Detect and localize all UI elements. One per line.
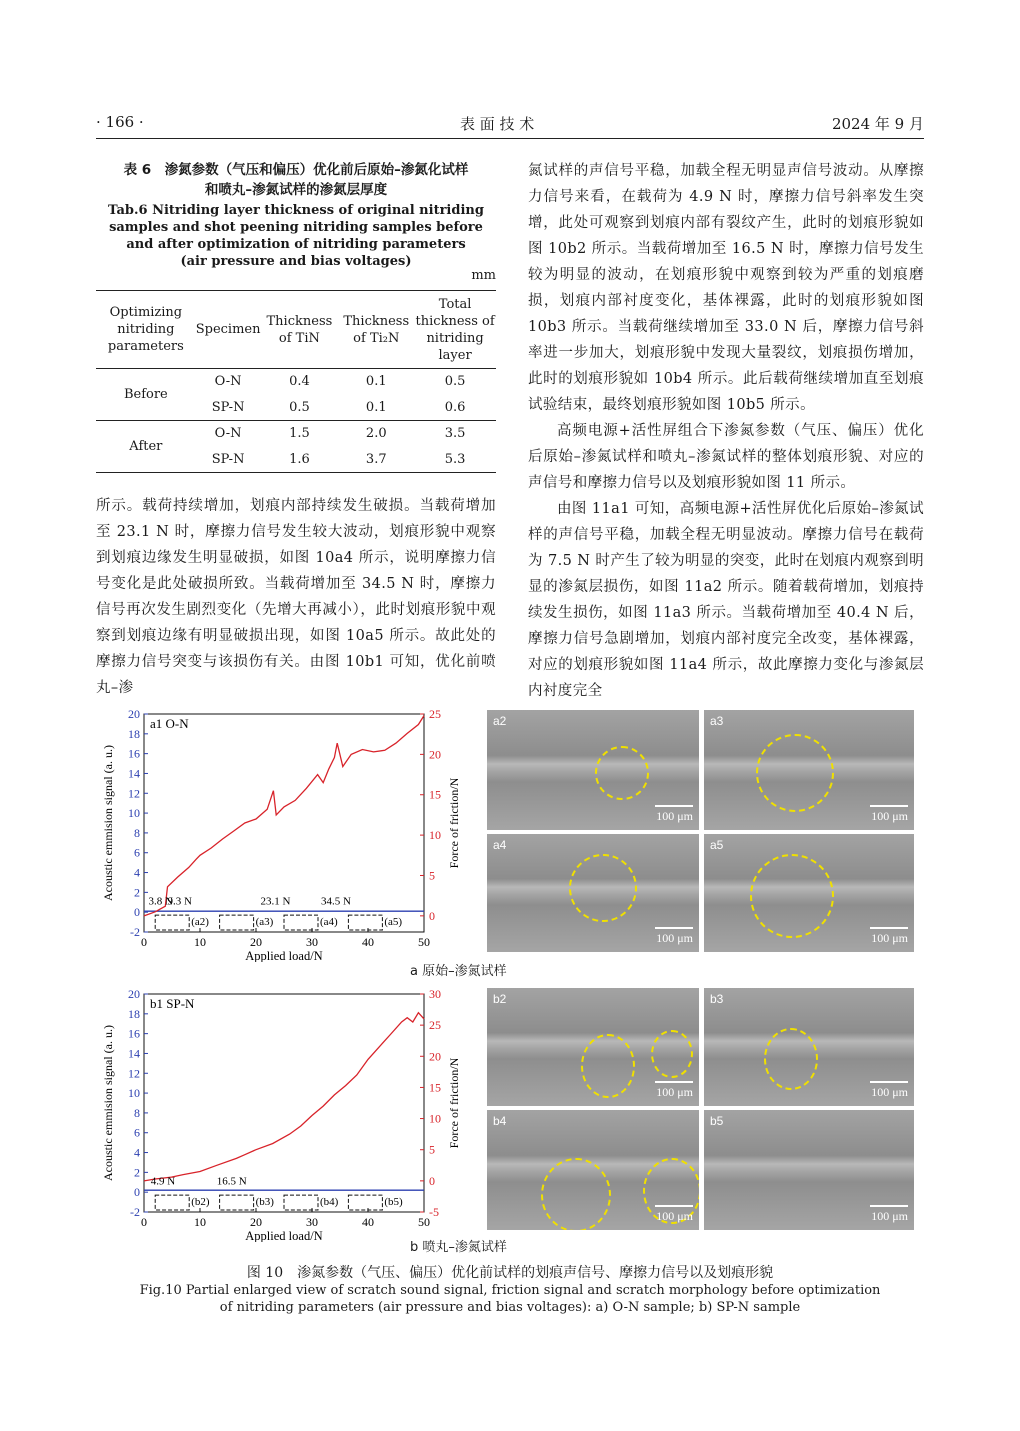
figure-caption-cn: 图 10 渗氮参数（气压、偏压）优化前试样的划痕声信号、摩擦力信号以及划痕形貌 <box>246 1265 774 1281</box>
x-tick-label: 50 <box>418 1215 430 1229</box>
y2-axis-label: Force of friction/N <box>447 777 461 869</box>
y2-tick-label: 20 <box>429 747 441 762</box>
strip-box <box>348 1195 382 1210</box>
x-axis-label: Applied load/N <box>245 1229 323 1242</box>
table-cell: 0.1 <box>365 399 387 415</box>
scale-bar: 100 μm <box>655 805 693 824</box>
panel-label: b3 <box>710 992 724 1006</box>
y-tick-label: 2 <box>134 885 140 900</box>
y2-tick-label: 5 <box>429 1142 435 1157</box>
table-caption-en-4: (air pressure and bias voltages) <box>180 254 412 269</box>
y-axis-label: Acoustic emmision signal (a. u.) <box>101 1025 115 1181</box>
page-number: · 166 · <box>96 113 144 131</box>
x-tick-label: 30 <box>306 935 318 949</box>
y2-tick-label: 10 <box>429 1111 441 1126</box>
y-tick-label: 10 <box>128 1086 140 1101</box>
strip-box <box>220 915 254 930</box>
strip-box <box>284 915 318 930</box>
sem-image-a2 <box>487 710 699 830</box>
table-row <box>96 369 496 395</box>
y-tick-label: -2 <box>130 925 140 939</box>
y-tick-label: 20 <box>128 707 140 721</box>
y2-tick-label: 15 <box>429 1080 441 1095</box>
issue-date: 2024 年 9 月 <box>831 115 924 133</box>
damage-circle <box>764 1028 818 1090</box>
table-cell: SP-N <box>211 399 245 415</box>
strip-label: (b2) <box>191 1196 210 1209</box>
strip-label: (a3) <box>255 916 274 929</box>
y-tick-label: 4 <box>134 865 140 880</box>
scale-bar: 100 μm <box>655 1205 693 1224</box>
load-annotation: 16.5 N <box>216 1175 247 1188</box>
right-column-text <box>528 158 924 704</box>
table-caption-en-2: samples and shot peening nitriding samples before <box>109 220 483 235</box>
load-annotation: 9.3 N <box>167 895 192 908</box>
y2-tick-label: 20 <box>429 1049 441 1064</box>
y-tick-label: 20 <box>128 987 140 1001</box>
scale-bar: 100 μm <box>870 927 908 946</box>
table-cell: 1.5 <box>289 426 310 442</box>
x-tick-label: 10 <box>194 935 206 949</box>
table-cell: 5.3 <box>444 451 466 467</box>
load-annotation: 34.5 N <box>320 895 351 908</box>
table-cell: 3.5 <box>444 426 466 442</box>
panel-label: a1 O-N <box>150 716 189 731</box>
col-header-tin: Thickness of TiN <box>266 313 333 346</box>
strip-box <box>155 915 189 930</box>
sem-image-b2 <box>487 988 699 1106</box>
y-tick-label: 10 <box>128 806 140 821</box>
table-cell: 2.0 <box>365 426 387 442</box>
y-tick-label: 18 <box>128 1006 140 1021</box>
strip-label: (a4) <box>320 916 338 929</box>
table-cell: O-N <box>214 426 242 442</box>
y-tick-label: 8 <box>134 825 140 840</box>
sem-image-a3 <box>704 710 914 830</box>
paragraph: 高频电源+活性屏组合下渗氮参数（气压、偏压）优化后原始–渗氮试样和喷丸–渗氮试样的整体划痕形貌、对应的声信号和摩擦力信号以及划痕形貌如图 11 所示。 <box>528 423 924 491</box>
y2-tick-label: 25 <box>429 1018 441 1033</box>
y-tick-label: 14 <box>128 766 140 781</box>
strip-label: (b4) <box>320 1196 339 1209</box>
friction-force-line <box>144 1013 424 1181</box>
y-tick-label: 2 <box>134 1165 140 1180</box>
table-cell: 0.1 <box>365 374 387 390</box>
table-6 <box>96 290 496 473</box>
x-tick-label: 30 <box>306 1215 318 1229</box>
sem-image-a5 <box>704 834 914 952</box>
journal-title: 表 面 技 术 <box>460 115 535 133</box>
y-tick-label: 0 <box>134 1185 140 1200</box>
panel-label: b2 <box>493 992 507 1006</box>
scale-bar: 100 μm <box>870 1081 908 1100</box>
plot-frame <box>144 994 424 1212</box>
strip-label: (a2) <box>191 916 209 929</box>
chart-a1 <box>96 700 486 962</box>
scale-bar: 100 μm <box>655 1081 693 1100</box>
table-caption-en-3: and after optimization of nitriding parameters <box>126 237 466 252</box>
y-tick-label: 14 <box>128 1046 140 1061</box>
x-axis-label: Applied load/N <box>245 949 323 962</box>
table-caption-cn-1: 表 6 渗氮参数（气压和偏压）优化前后原始–渗氮化试样 <box>123 162 469 178</box>
chart-b1 <box>96 980 486 1242</box>
load-annotation: 23.1 N <box>260 895 291 908</box>
strip-box <box>348 915 382 930</box>
load-annotation: 4.9 N <box>150 1175 176 1188</box>
panel-label: b4 <box>493 1114 507 1128</box>
friction-force-line <box>144 716 424 916</box>
damage-circle <box>569 854 637 922</box>
table-cell: 1.6 <box>289 451 310 467</box>
strip-label: (b5) <box>384 1196 403 1209</box>
subfigure-label-a: a 原始–渗氮试样 <box>410 964 507 979</box>
x-tick-label: 20 <box>250 1215 262 1229</box>
y2-tick-label: 25 <box>429 707 441 721</box>
y-tick-label: 4 <box>134 1145 140 1160</box>
figure-caption-en-1: Fig.10 Partial enlarged view of scratch sound signal, friction signal and scratch morphology before optimization <box>139 1283 881 1298</box>
y2-tick-label: 5 <box>429 868 435 883</box>
y2-tick-label: 0 <box>429 1173 435 1188</box>
scale-bar: 100 μm <box>870 1205 908 1224</box>
paragraph: 所示。载荷持续增加，划痕内部持续发生破损。当载荷增加至 23.1 N 时，摩擦力信号发生较大波动，划痕形貌中观察到划痕边缘发生明显破损，如图 10a4 所示，说明摩擦力信号变化是此处破损所致。当载荷增加至 34.5 N 时，摩擦力信号再次发生剧烈变化（先增大再减小），此时划痕形貌中观察到划痕边缘有明显破损出现，如图 10a5 所示。故此处的摩擦力信号突变与该损伤有关。由图 10b1 可知，优化前喷丸–渗 <box>96 498 496 696</box>
damage-circle <box>595 746 649 800</box>
y-tick-label: 0 <box>134 905 140 920</box>
y-tick-label: 16 <box>128 746 140 761</box>
y-tick-label: -2 <box>130 1205 140 1219</box>
damage-circle <box>581 1034 635 1098</box>
col-header-ti2n: Thickness of Ti₂N <box>343 313 410 346</box>
panel-label: b1 SP-N <box>150 996 195 1011</box>
y-tick-label: 6 <box>134 1125 140 1140</box>
y-tick-label: 8 <box>134 1105 140 1120</box>
strip-box <box>284 1195 318 1210</box>
panel-label: a5 <box>710 838 724 852</box>
table-cell: O-N <box>214 374 242 390</box>
col-header-params: Optimizing nitriding parameters <box>107 305 184 354</box>
table-caption-en-1: Tab.6 Nitriding layer thickness of original nitriding <box>108 203 484 218</box>
y-tick-label: 6 <box>134 845 140 860</box>
group-label: After <box>129 439 163 454</box>
x-tick-label: 40 <box>362 935 374 949</box>
x-tick-label: 40 <box>362 1215 374 1229</box>
scale-bar: 100 μm <box>870 805 908 824</box>
table-cell: 0.6 <box>444 399 466 415</box>
group-label: Before <box>123 387 168 402</box>
y2-tick-label: -5 <box>429 1205 439 1219</box>
table-cell: 0.5 <box>444 374 466 390</box>
y2-tick-label: 15 <box>429 787 441 802</box>
table-cell: 3.7 <box>365 451 387 467</box>
figure-caption-en-2: of nitriding parameters (air pressure and bias voltages): a) O-N sample; b) SP-N sample <box>219 1300 801 1315</box>
col-header-total: Total thickness of nitriding layer <box>415 296 495 363</box>
y-axis-label: Acoustic emmision signal (a. u.) <box>101 745 115 901</box>
table-cell: 0.5 <box>289 399 310 415</box>
sem-image-a4 <box>487 834 699 952</box>
panel-label: a2 <box>493 714 507 728</box>
strip-box <box>220 1195 254 1210</box>
table-unit: mm <box>471 268 496 283</box>
col-header-specimen: Specimen <box>195 322 261 337</box>
subfigure-label-b: b 喷丸–渗氮试样 <box>410 1240 507 1255</box>
left-column-text <box>96 493 496 701</box>
damage-circle <box>756 734 834 812</box>
header-rule <box>96 138 924 139</box>
table-cell: 0.4 <box>289 374 310 390</box>
scale-bar: 100 μm <box>655 927 693 946</box>
y-tick-label: 16 <box>128 1026 140 1041</box>
x-tick-label: 0 <box>141 935 147 949</box>
strip-box <box>155 1195 189 1210</box>
panel-label: b5 <box>710 1114 724 1128</box>
y-tick-label: 18 <box>128 726 140 741</box>
strip-label: (a5) <box>384 916 403 929</box>
panel-label: a4 <box>493 838 507 852</box>
sem-image-b5 <box>704 1110 914 1230</box>
damage-circle <box>651 1030 693 1078</box>
sem-image-b3 <box>704 988 914 1106</box>
table-cell: SP-N <box>211 451 245 467</box>
y-tick-label: 12 <box>128 1066 140 1081</box>
x-tick-label: 20 <box>250 935 262 949</box>
paragraph: 由图 11a1 可知，高频电源+活性屏优化后原始–渗氮试样的声信号平稳，加载全程无明显波动。摩擦力信号在载荷为 7.5 N 时产生了较为明显的突变，此时在划痕内观察到明显的渗氮层损伤，如图 11a2 所示。随着载荷增加，划痕持续发生损伤，如图 11a3 所示。当载荷增加至 40.4 N 后，摩擦力信号急剧增加，划痕内部衬度完全改变，基体裸露，对应的划痕形貌如图 11a4 所示，故此摩擦力变化与渗氮层内衬度完全 <box>528 501 924 699</box>
paragraph: 氮试样的声信号平稳，加载全程无明显声信号波动。从摩擦力信号来看，在载荷为 4.9 N 时，摩擦力信号斜率发生突增，此处可观察到划痕内部有裂纹产生，此时的划痕形貌如图 10b2 所示。当载荷增加至 16.5 N 时，摩擦力信号发生较为明显的波动，在划痕形貌中观察到较为严重的划痕磨损，划痕内部衬度变化，基体裸露，此时的划痕形貌如图 10b3 所示。当载荷继续增加至 33.0 N 后，摩擦力信号斜率进一步加大，划痕形貌中发现大量裂纹，划痕损伤增加，此时的划痕形貌如 10b4 所示。此后载荷继续增加直至划痕试验结束，最终划痕形貌如图 10b5 所示。 <box>528 163 924 413</box>
load-annotation: 3.8 N <box>148 895 173 908</box>
damage-circle <box>541 1158 611 1230</box>
panel-label: a3 <box>710 714 724 728</box>
y2-tick-label: 0 <box>429 908 435 923</box>
damage-circle <box>750 854 834 938</box>
x-tick-label: 0 <box>141 1215 147 1229</box>
y-tick-label: 12 <box>128 786 140 801</box>
table-row <box>96 421 496 447</box>
x-tick-label: 50 <box>418 935 430 949</box>
x-tick-label: 10 <box>194 1215 206 1229</box>
sem-image-b4 <box>487 1110 699 1230</box>
table-caption-cn-2: 和喷丸–渗氮试样的渗氮层厚度 <box>204 182 388 198</box>
y2-tick-label: 30 <box>429 987 441 1001</box>
y2-axis-label: Force of friction/N <box>447 1057 461 1149</box>
y2-tick-label: 10 <box>429 828 441 843</box>
strip-label: (b3) <box>255 1196 274 1209</box>
